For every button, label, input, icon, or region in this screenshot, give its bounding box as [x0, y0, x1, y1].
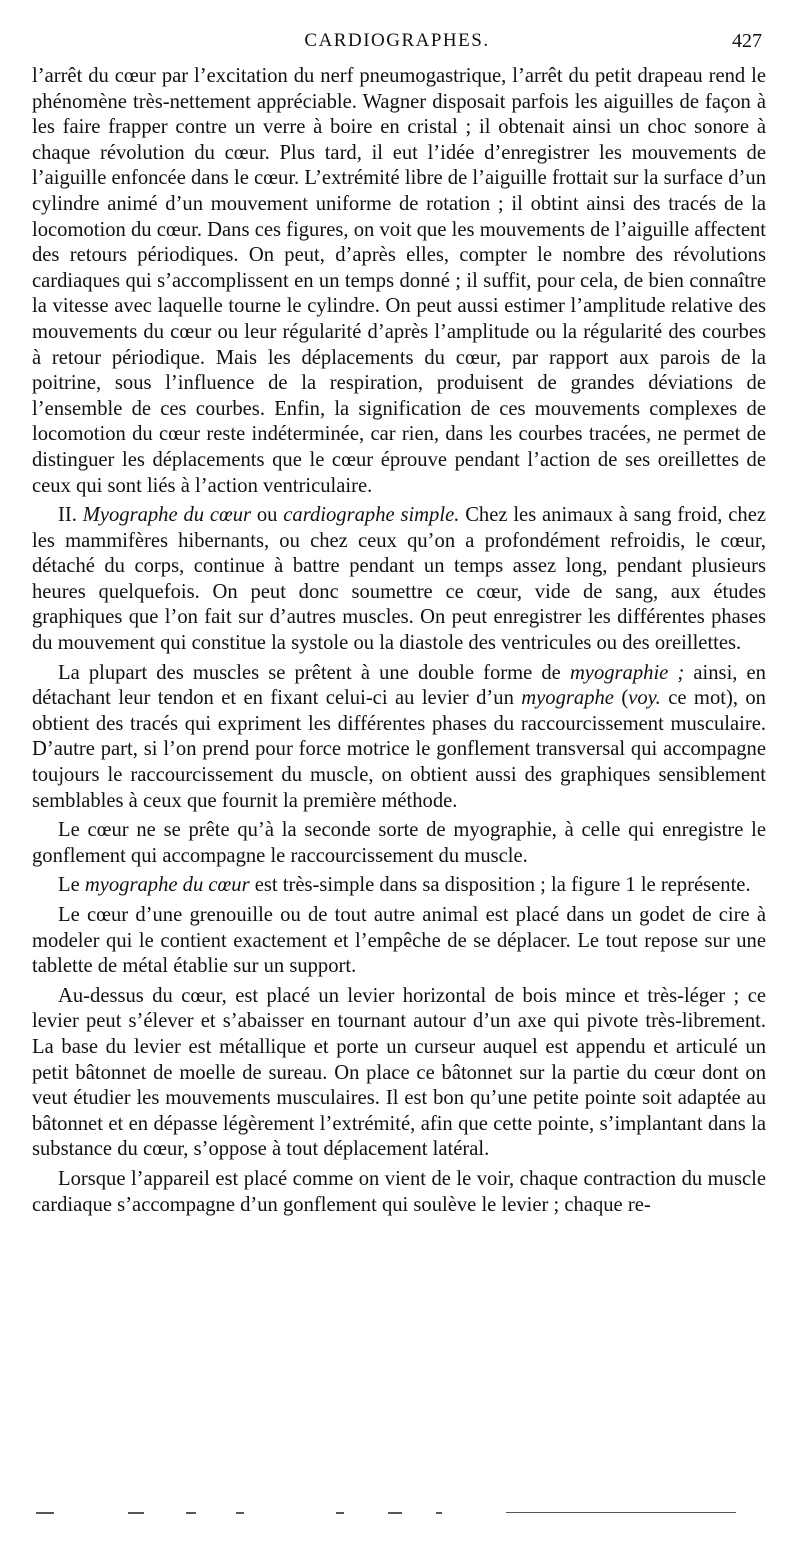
section-number: II.: [58, 504, 83, 527]
paragraph-3-text-a: La plupart des muscles se prêtent à une double forme de: [58, 661, 570, 684]
term-voy: voy.: [628, 687, 661, 710]
paragraph-3: [32, 661, 766, 815]
paragraph-4: Le cœur ne se prête qu’à la seconde sorte de myographie, à celle qui enregistre le gonflement qui accompagne le raccourcissement du muscle.: [32, 819, 766, 867]
paragraph-section-ii: [32, 503, 766, 657]
paragraph-8: Lorsque l’appareil est placé comme on vient de le voir, chaque contraction du muscle cardiaque s’accompagne d’un gonflement qui soulève le levier ; chaque re-: [32, 1167, 766, 1216]
section-title-myographe: Myographe du cœur: [82, 504, 252, 527]
footer-bleed-marks: [36, 1508, 756, 1518]
page-header: [32, 28, 762, 58]
paragraph-5: [32, 873, 766, 899]
page-number: 427: [732, 30, 762, 52]
paragraph-5-text-b: est très-simple dans sa disposition ; la figure 1 le représente.: [249, 874, 751, 897]
paragraph-3-text-c: (: [613, 687, 629, 710]
paragraph-6: Le cœur d’une grenouille ou de tout autre animal est placé dans un godet de cire à modeler qui le contient exactement et l’empêche de se déplacer. Le tout repose sur une tablette de métal établie sur un support.: [32, 904, 766, 978]
term-myographe-du-coeur: myographe du cœur: [84, 874, 250, 897]
section-body: Chez les animaux à sang froid, chez les mammifères hibernants, ou chez ceux qu’on a profondément refroidis, le cœur, détaché du corps, continue à battre pendant un temps assez long, pendant plusieurs heures quelquefois. On peut donc soumettre ce cœur, vide de sang, aux études graphiques que l’on fait sur d’autres muscles. On peut enregistrer les différentes phases du mouvement qui constitue la systole ou la diastole des ventricules ou des oreillettes.: [32, 504, 766, 655]
paragraph-5-text-a: Le: [58, 874, 85, 897]
paragraph-3-text-d: ce mot), on obtient des tracés qui expriment les différentes phases du raccourcissement musculaire. D’autre part, si l’on prend pour force motrice le gonflement transversal qui accompagne toujours le raccourcissement du muscle, on obtient aussi des graphiques sensiblement semblables à ceux que fournit la première méthode.: [32, 687, 766, 812]
paragraph-7: Au-dessus du cœur, est placé un levier horizontal de bois mince et très-léger ; ce levier peut s’élever et s’abaisser en tournant autour d’un axe qui pivote très-librement. La base du levier est métallique et porte un curseur auquel est appendu et articulé un petit bâtonnet de moelle de sureau. On place ce bâtonnet sur la partie du cœur dont on veut étudier les mouvements musculaires. Il est bon qu’une petite pointe soit adaptée au bâtonnet et en dépasse légèrement l’extrémité, afin que cette pointe, s’implantant dans la substance du cœur, s’oppose à tout déplacement latéral.: [32, 984, 766, 1161]
section-title-connector: ou: [251, 504, 284, 527]
section-title-cardiographe: cardiographe simple.: [283, 504, 460, 527]
paragraph-3-text-b: ainsi, en détachant leur tendon et en fixant celui-ci au levier d’un: [32, 661, 766, 710]
running-title: CARDIOGRAPHES.: [304, 30, 490, 51]
term-myographe: myographe: [521, 687, 614, 710]
body-text: [32, 64, 766, 1222]
paragraph-1: l’arrêt du cœur par l’excitation du nerf pneumogastrique, l’arrêt du petit drapeau rend le phénomène très-nettement appréciable. Wagner disposait parfois les aiguilles de façon à les faire frapper contre un verre à boire en cristal ; il obtenait ainsi un choc sonore à chaque révolution du cœur. Plus tard, il eut l’idée d’enregistrer les mouvements de l’aiguille enfoncée dans le cœur. L’extrémité libre de l’aiguille frottait sur la surface d’un cylindre animé d’un mouvement uniforme de rotation ; il obtint ainsi des tracés de la locomotion du cœur. Dans ces figures, on voit que les mouvements de l’aiguille affectent des retours périodiques. On peut, d’après elles, compter le nombre des révolutions cardiaques qui s’accomplissent en un temps donné ; il suffit, pour cela, de bien connaître la vitesse avec laquelle tourne le cylindre. On peut aussi estimer l’amplitude relative des mouvements du cœur ou leur régularité d’après l’amplitude ou la régularité des courbes à retour périodique. Mais les déplacements du cœur, par rapport aux parois de la poitrine, sous l’influence de la respiration, produisent de grandes déviations de l’ensemble de ces courbes. Enfin, la signification de ces mouvements complexes de locomotion du cœur reste indéterminée, car rien, dans les courbes tracées, ne permet de distinguer les déplacements que le cœur éprouve pendant l’action de ses oreillettes de ceux qui sont liés à l’action ventriculaire.: [32, 65, 766, 497]
term-myographie: myographie ;: [569, 661, 685, 684]
